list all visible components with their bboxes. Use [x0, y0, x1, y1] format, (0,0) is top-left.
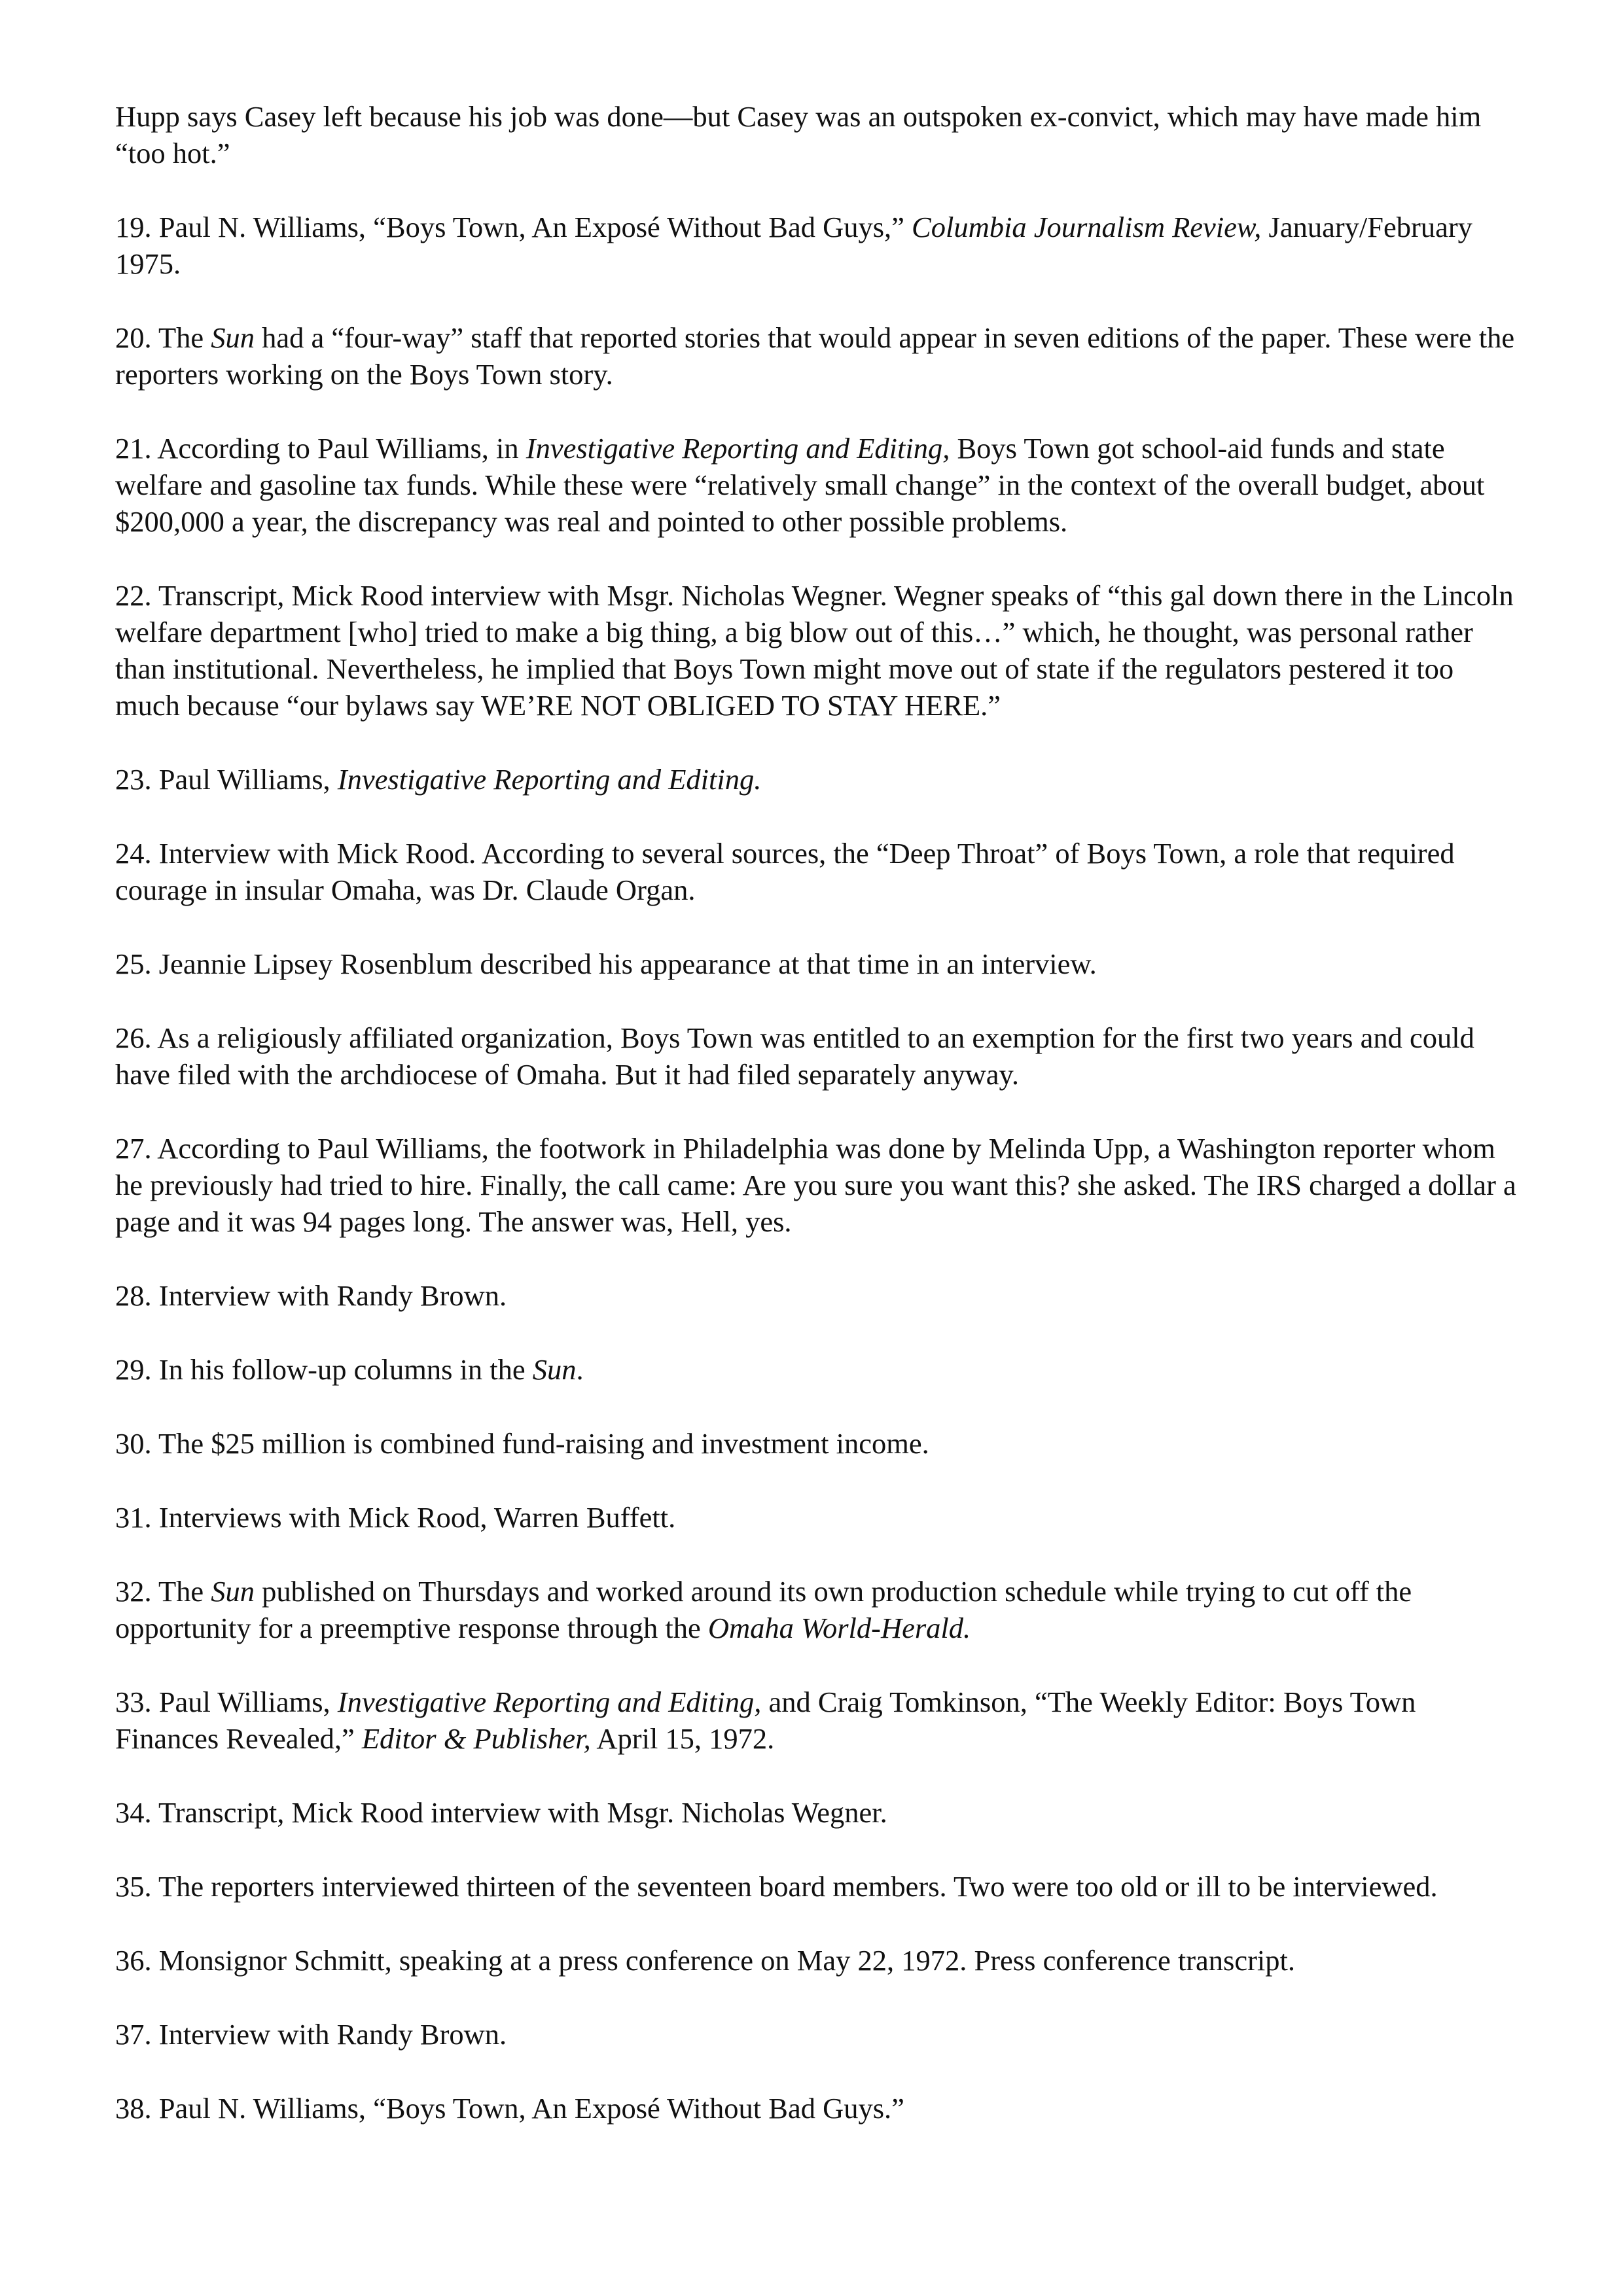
endnote-text: 19. Paul N. Williams, “Boys Town, An Exposé Without Bad Guys,”: [115, 211, 912, 243]
endnote-paragraph: [115, 1573, 1522, 1646]
endnote-text: 20. The: [115, 321, 211, 354]
endnote-paragraph: [115, 1942, 1522, 1979]
endnote-text: 35. The reporters interviewed thirteen of the seventeen board members. Two were too old or ill to be interviewed.: [115, 1870, 1438, 1903]
endnote-text: had a “four-way” staff that reported stories that would appear in seven editions of the paper. These were the reporters working on the Boys Town story.: [115, 321, 1522, 391]
endnote-text: 24. Interview with Mick Rood. According to several sources, the “Deep Throat” of Boys Town, a role that required courage in insular Omaha, was Dr. Claude Organ.: [115, 837, 1462, 906]
endnote-paragraph: [115, 319, 1522, 393]
endnote-paragraph: [115, 209, 1522, 282]
endnote-text: 38. Paul N. Williams, “Boys Town, An Exposé Without Bad Guys.”: [115, 2092, 904, 2125]
endnote-paragraph: [115, 2016, 1522, 2053]
endnote-text: 33. Paul Williams,: [115, 1686, 338, 1718]
endnote-italic-text: Investigative Reporting and Editing.: [337, 763, 762, 796]
endnote-text: 34. Transcript, Mick Rood interview with Msgr. Nicholas Wegner.: [115, 1796, 887, 1829]
endnote-paragraph: [115, 1684, 1522, 1757]
endnote-italic-text: Sun: [532, 1353, 577, 1386]
endnote-text: 22. Transcript, Mick Rood interview with Msgr. Nicholas Wegner. Wegner speaks of “this gal down there in the Lincoln welfare department [who] tried to make a big thing, a big blow out of this…” which, he thought, was personal rather than institutional. Nevertheless, he implied that Boys Town might move out of state if the regulators pestered it too much because “our bylaws say WE’RE NOT OBLIGED TO STAY HERE.”: [115, 579, 1521, 722]
endnote-paragraph: [115, 1425, 1522, 1462]
endnote-paragraph: [115, 1130, 1522, 1240]
endnote-text: 23. Paul Williams,: [115, 763, 338, 796]
endnote-italic-text: Investigative Reporting and Editing,: [526, 432, 950, 465]
endnote-italic-text: Editor & Publisher,: [361, 1722, 591, 1755]
endnote-text: 28. Interview with Randy Brown.: [115, 1279, 507, 1312]
endnote-text: Boys Town got school-aid funds and state welfare and gasoline tax funds. While these were “relatively small change” in the context of the overall budget, about $200,000 a year, the discrepancy was real and pointed to other possible problems.: [115, 432, 1492, 538]
endnote-paragraph: [115, 1499, 1522, 1536]
endnote-text: 26. As a religiously affiliated organization, Boys Town was entitled to an exemption for the first two years and could have filed with the archdiocese of Omaha. But it had filed separately anyway.: [115, 1021, 1482, 1091]
endnote-italic-text: Sun: [211, 321, 255, 354]
endnote-paragraph: [115, 430, 1522, 540]
endnote-italic-text: Investigative Reporting and Editing,: [337, 1686, 762, 1718]
endnote-paragraph: [115, 1351, 1522, 1388]
endnote-paragraph: [115, 761, 1522, 798]
endnotes-page: [115, 98, 1522, 2127]
endnote-paragraph: [115, 1794, 1522, 1831]
endnote-text: 31. Interviews with Mick Rood, Warren Buffett.: [115, 1501, 676, 1534]
endnote-paragraph: [115, 577, 1522, 724]
endnote-paragraph: [115, 98, 1522, 171]
endnote-text: 36. Monsignor Schmitt, speaking at a press conference on May 22, 1972. Press conference transcript.: [115, 1944, 1296, 1977]
endnote-text: and Craig Tomkinson, “The Weekly Editor: Boys Town Finances Revealed,”: [115, 1686, 1423, 1755]
endnote-text: published on Thursdays and worked around its own production schedule while trying to cut off the opportunity for a preemptive response through the: [115, 1575, 1419, 1644]
endnote-italic-text: Sun: [211, 1575, 255, 1608]
endnote-text: Hupp says Casey left because his job was done—but Casey was an outspoken ex-convict, which may have made him “too hot.”: [115, 100, 1489, 169]
endnote-text: 30. The $25 million is combined fund-raising and investment income.: [115, 1427, 929, 1460]
endnote-paragraph: [115, 2090, 1522, 2127]
endnote-text: 32. The: [115, 1575, 211, 1608]
endnote-paragraph: [115, 945, 1522, 982]
endnote-text: 25. Jeannie Lipsey Rosenblum described his appearance at that time in an interview.: [115, 947, 1097, 980]
endnote-text: 29. In his follow-up columns in the: [115, 1353, 533, 1386]
endnote-text: 27. According to Paul Williams, the footwork in Philadelphia was done by Melinda Upp, a Washington reporter whom he previously had tried to hire. Finally, the call came: Are you sure you want this? she asked. The IRS charged a dollar a page and it was 94 pages long. The answer was, Hell, yes.: [115, 1132, 1524, 1238]
endnote-italic-text: Columbia Journalism Review,: [912, 211, 1262, 243]
endnote-paragraph: [115, 1277, 1522, 1314]
endnote-text: 21. According to Paul Williams, in: [115, 432, 526, 465]
endnote-italic-text: Omaha World-Herald.: [707, 1612, 971, 1644]
endnote-text: 37. Interview with Randy Brown.: [115, 2018, 507, 2051]
endnote-paragraph: [115, 1019, 1522, 1093]
endnote-text: January/February 1975.: [115, 211, 1480, 280]
endnote-paragraph: [115, 835, 1522, 908]
endnote-paragraph: [115, 1868, 1522, 1905]
endnote-text: .: [576, 1353, 584, 1386]
endnote-text: April 15, 1972.: [590, 1722, 775, 1755]
